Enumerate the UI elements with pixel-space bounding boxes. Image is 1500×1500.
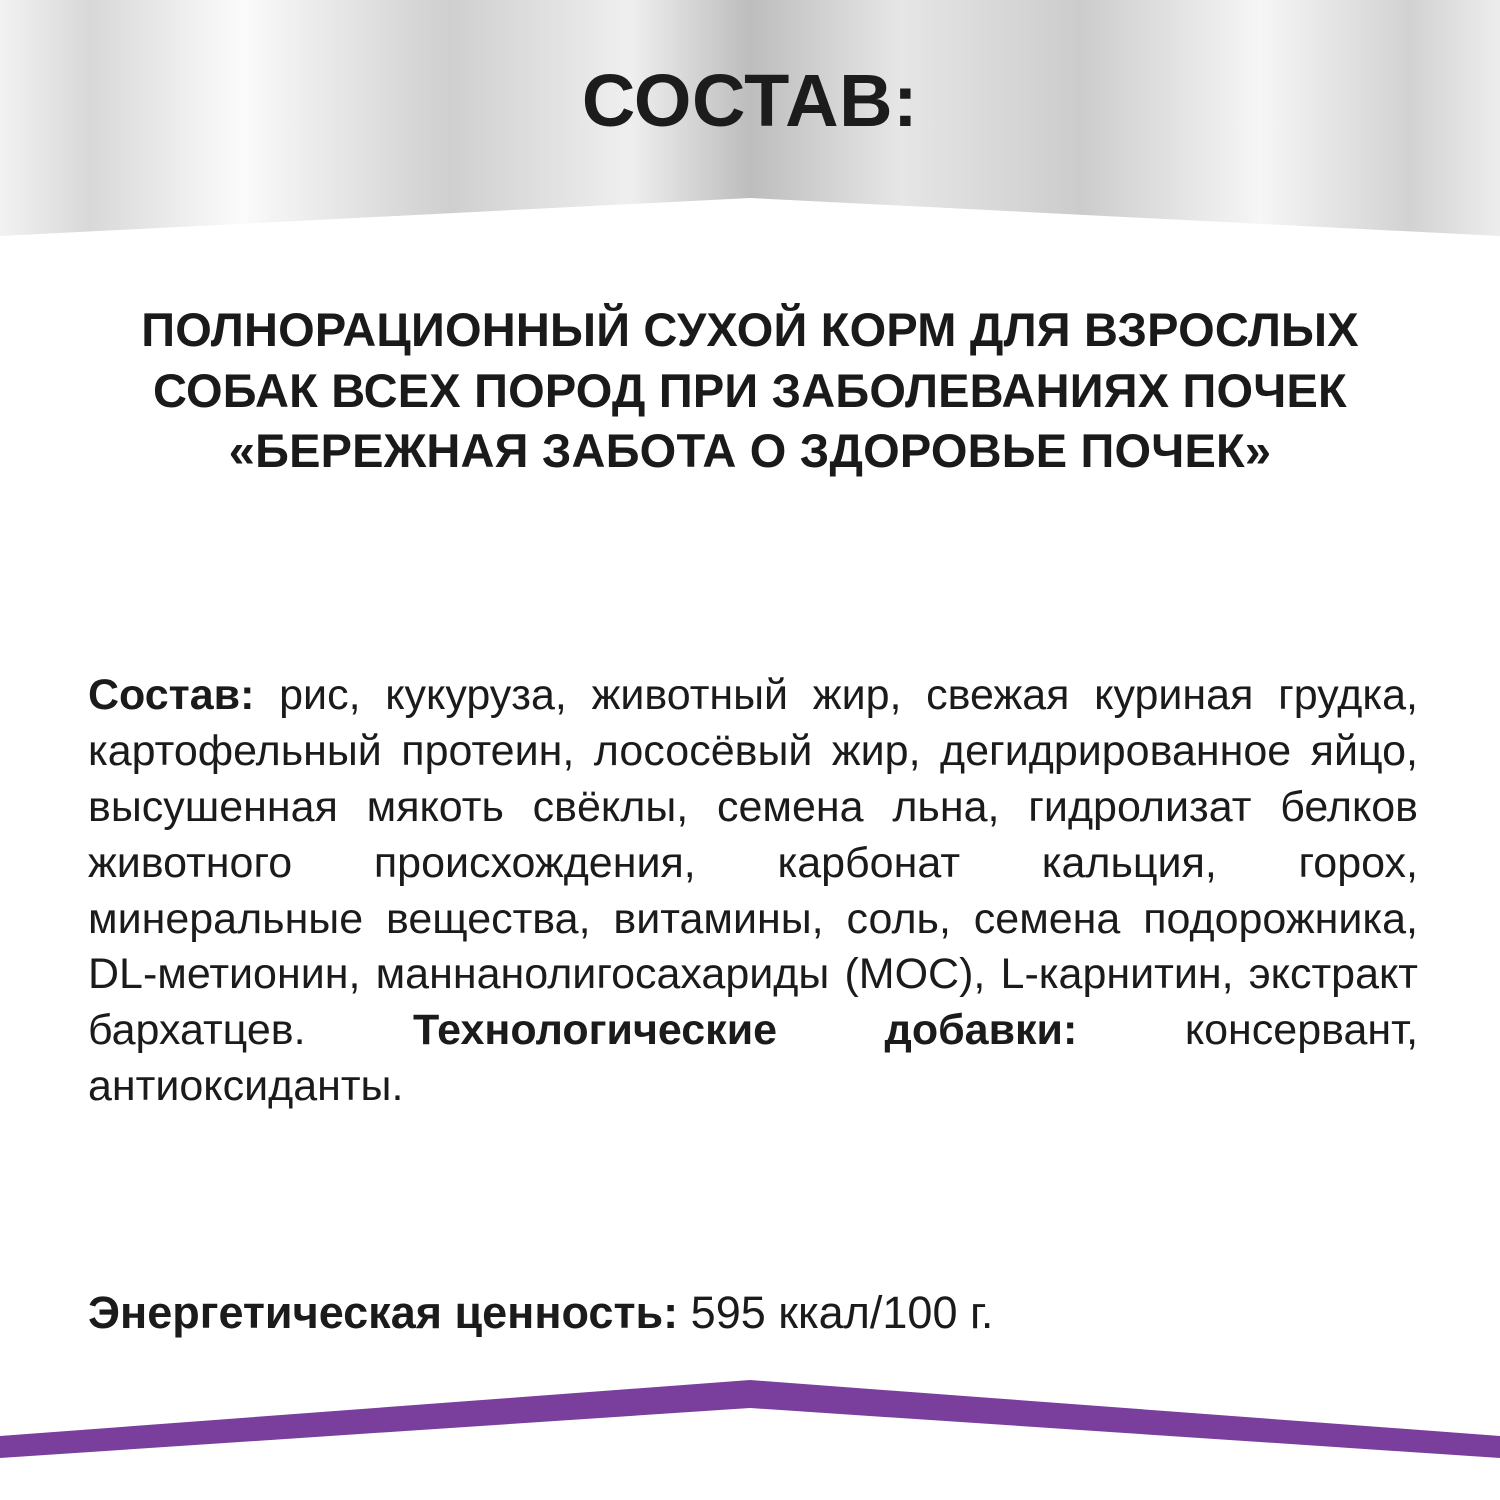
composition-ingredients: рис, кукуруза, животный жир, свежая куриная грудка, картофельный протеин, лососёвый жир, дегидрированное яйцо, высушенная мякоть свёклы, семена льна, гидролизат белков животного происхождения, карбонат кальция, горох, минеральные вещества, витамины, соль, семена подорожника, DL-метионин, маннанолигосахариды (МОС), L-карнитин, экстракт бархатцев. bbox=[88, 671, 1418, 1055]
bottom-chevron-decoration bbox=[0, 1380, 1500, 1500]
additives-label: Технологические добавки: bbox=[413, 1006, 1078, 1055]
energy-label: Энергетическая ценность: bbox=[88, 1287, 679, 1338]
energy-value-row bbox=[88, 1285, 1418, 1341]
additives-value: консервант, антиоксиданты. bbox=[88, 1006, 1419, 1111]
composition-label: Состав: bbox=[88, 671, 255, 719]
banner-chevron-notch bbox=[0, 198, 1500, 270]
headline-line-2: СОБАК ВСЕХ ПОРОД ПРИ ЗАБОЛЕВАНИЯХ ПОЧЕК bbox=[153, 363, 1347, 417]
composition-text bbox=[88, 668, 1418, 1115]
product-headline bbox=[75, 300, 1425, 482]
headline-line-3: «БЕРЕЖНАЯ ЗАБОТА О ЗДОРОВЬЕ ПОЧЕК» bbox=[228, 424, 1272, 478]
page-title: СОСТАВ: bbox=[581, 58, 919, 142]
composition-paragraph bbox=[88, 668, 1418, 1115]
headline-line-1: ПОЛНОРАЦИОННЫЙ СУХОЙ КОРМ ДЛЯ ВЗРОСЛЫХ bbox=[141, 303, 1359, 356]
energy-value: 595 ккал/100 г. bbox=[690, 1287, 994, 1338]
top-banner bbox=[0, 0, 1500, 250]
